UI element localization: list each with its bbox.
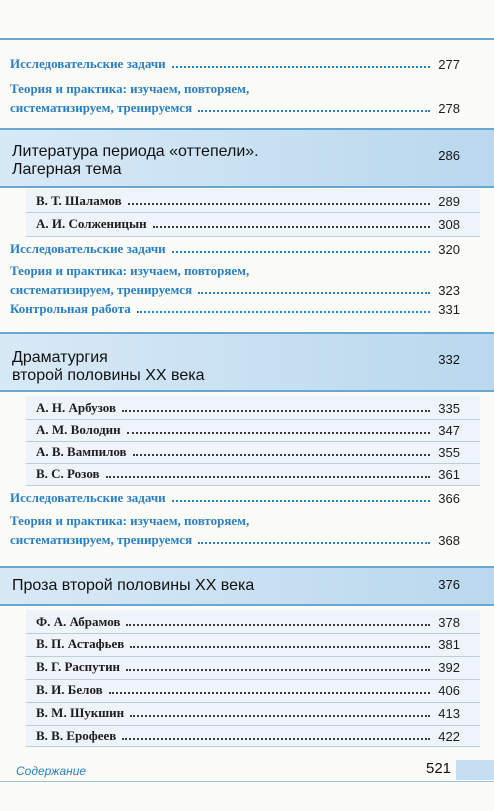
dot-leader	[198, 292, 430, 294]
section-title: Проза второй половины XX века	[12, 577, 255, 594]
toc-entry-title-line1: Теория и практика: изучаем, повторяем,	[10, 263, 250, 278]
author-name: В. М. Шукшин	[36, 705, 125, 720]
author-page: 406	[438, 683, 460, 698]
author-page: 392	[438, 660, 460, 675]
toc-entry-theory[interactable]	[10, 512, 460, 550]
section-title-line1: Драматургия	[12, 349, 108, 366]
author-page: 289	[438, 194, 460, 209]
toc-entry-page: 278	[438, 101, 460, 116]
author-page: 381	[438, 637, 460, 652]
dot-leader	[198, 542, 430, 544]
section-divider	[0, 604, 494, 606]
author-name: А. Н. Арбузов	[36, 400, 116, 415]
dot-leader	[122, 410, 430, 412]
toc-entry-page: 320	[438, 242, 460, 257]
toc-entry-title: Исследовательские задачи	[10, 490, 166, 505]
toc-author-rozov[interactable]	[36, 462, 460, 484]
dot-leader	[172, 66, 430, 68]
author-page: 378	[438, 615, 460, 630]
toc-entry-theory[interactable]	[10, 80, 460, 118]
footer-section-label: Содержание	[16, 764, 87, 778]
author-name: В. Т. Шаламов	[36, 193, 122, 208]
toc-entry-title-line2: систематизируем, тренируемся	[10, 100, 193, 115]
page-number: 521	[426, 760, 452, 777]
dot-leader	[130, 646, 430, 648]
toc-entry-page: 323	[438, 283, 460, 298]
toc-entry-page: 368	[438, 533, 460, 548]
toc-entry-title: Контрольная работа	[10, 301, 131, 316]
toc-entry-page: 277	[438, 57, 460, 72]
section-page: 286	[438, 148, 460, 163]
author-page: 413	[438, 706, 460, 721]
dot-leader	[172, 251, 430, 253]
toc-author-erofeev[interactable]	[36, 724, 460, 746]
dot-leader	[198, 110, 430, 112]
dot-leader	[133, 454, 430, 456]
section-page: 376	[438, 577, 460, 592]
author-name: В. И. Белов	[36, 682, 103, 697]
section-divider	[0, 390, 494, 392]
toc-author-shukshin[interactable]	[36, 701, 460, 723]
toc-entry-page: 366	[438, 491, 460, 506]
toc-entry-title-line2: систематизируем, тренируемся	[10, 282, 193, 297]
author-name: А. М. Володин	[36, 422, 121, 437]
toc-author-belov[interactable]	[36, 678, 460, 700]
dot-leader	[127, 432, 430, 434]
author-page: 361	[438, 467, 460, 482]
dot-leader	[172, 500, 430, 502]
toc-author-solzhenitsyn[interactable]	[36, 212, 460, 234]
author-page: 308	[438, 217, 460, 232]
author-page: 335	[438, 401, 460, 416]
dot-leader	[109, 692, 430, 694]
toc-author-rasputin[interactable]	[36, 655, 460, 677]
author-page: 422	[438, 729, 460, 744]
dot-leader	[153, 226, 430, 228]
toc-entry-research[interactable]	[10, 235, 460, 259]
dot-leader	[130, 715, 430, 717]
author-name: А. И. Солженицын	[36, 216, 147, 231]
section-header-ottepel[interactable]	[0, 130, 494, 186]
section-header-drama[interactable]	[0, 334, 494, 390]
section-title-line2: второй половины XX века	[12, 367, 205, 384]
dot-leader	[122, 738, 430, 740]
footer-divider	[0, 781, 494, 782]
section-page: 332	[438, 352, 460, 367]
toc-author-arbuzov[interactable]	[36, 396, 460, 418]
dot-leader	[126, 669, 430, 671]
section-divider	[0, 186, 494, 188]
author-name: А. В. Вампилов	[36, 444, 127, 459]
section-title-line1: Литература периода «оттепели».	[12, 143, 259, 160]
dot-leader	[106, 476, 430, 478]
toc-author-vampilov[interactable]	[36, 440, 460, 462]
section-header-prose[interactable]	[0, 568, 494, 604]
footer-tab	[456, 760, 494, 780]
toc-entry-research[interactable]	[10, 484, 460, 508]
toc-author-shalamov[interactable]	[36, 189, 460, 211]
top-divider	[0, 38, 494, 40]
dot-leader	[126, 624, 430, 626]
author-name: В. Г. Распутин	[36, 659, 121, 674]
author-page: 347	[438, 423, 460, 438]
toc-author-astafiev[interactable]	[36, 632, 460, 654]
toc-entry-control[interactable]	[10, 295, 460, 319]
toc-entry-title: Исследовательские задачи	[10, 241, 166, 256]
author-name: В. П. Астафьев	[36, 636, 125, 651]
author-name: В. В. Ерофеев	[36, 728, 117, 743]
author-name: Ф. А. Абрамов	[36, 614, 121, 629]
author-page: 355	[438, 445, 460, 460]
dot-leader	[137, 311, 430, 313]
toc-author-abramov[interactable]	[36, 610, 460, 632]
toc-entry-title-line1: Теория и практика: изучаем, повторяем,	[10, 81, 250, 96]
author-name: В. С. Розов	[36, 466, 100, 481]
toc-entry-title: Исследовательские задачи	[10, 56, 166, 71]
dot-leader	[128, 203, 430, 205]
toc-entry-page: 331	[438, 302, 460, 317]
toc-entry-title-line1: Теория и практика: изучаем, повторяем,	[10, 513, 250, 528]
section-title-line2: Лагерная тема	[12, 161, 122, 178]
toc-entry-title-line2: систематизируем, тренируемся	[10, 532, 193, 547]
toc-author-volodin[interactable]	[36, 418, 460, 440]
toc-entry-research[interactable]	[10, 50, 460, 74]
